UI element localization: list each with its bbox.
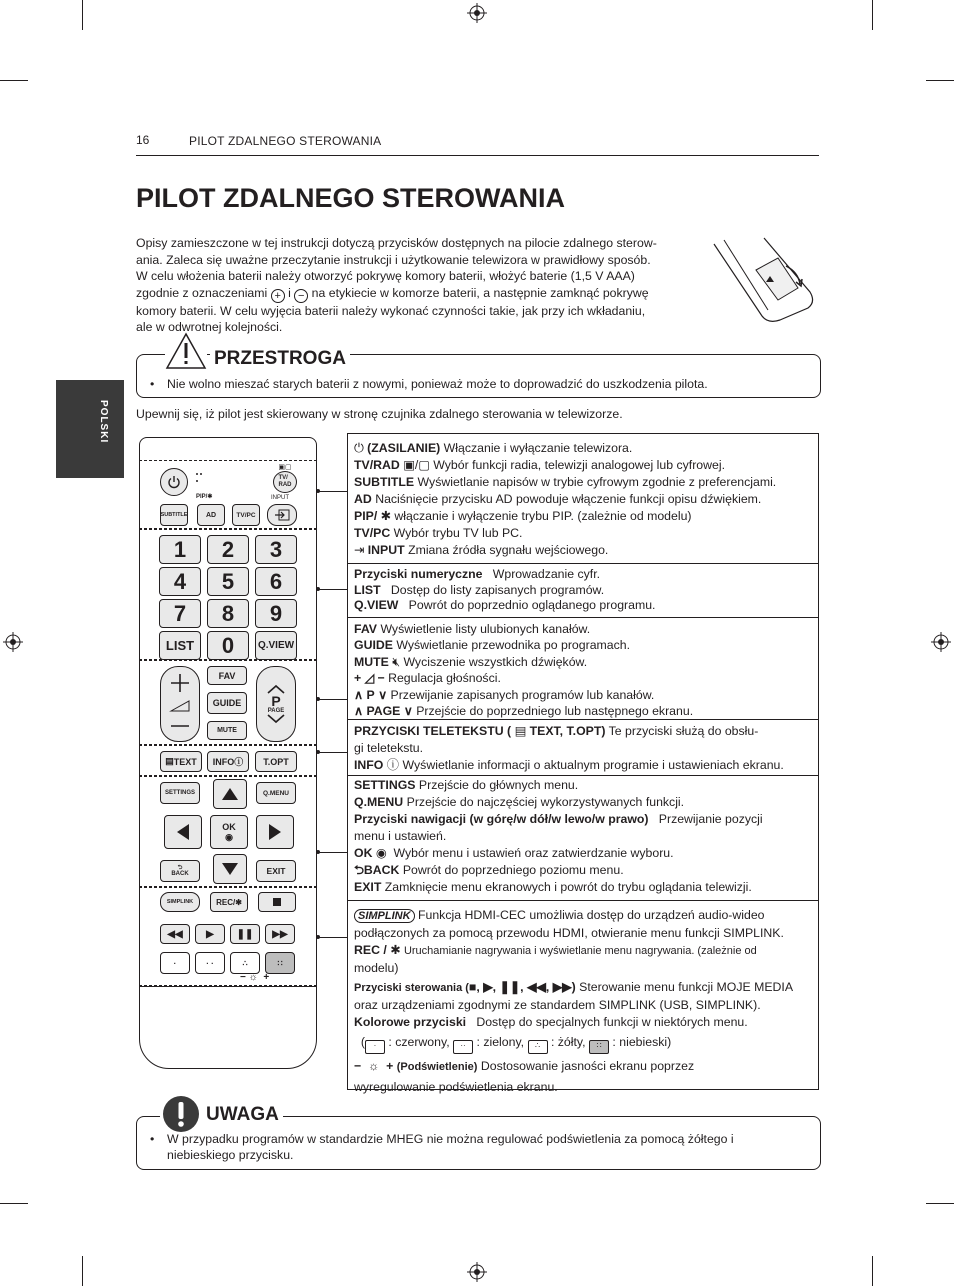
guide-button[interactable]: GUIDE [207, 692, 247, 714]
q-view-button[interactable]: Q.VIEW [255, 631, 297, 660]
pause-icon: ❚❚ [236, 928, 254, 940]
digit-4-button[interactable]: 4 [159, 567, 201, 596]
back-icon: ⮌ [354, 863, 364, 877]
function-text: SETTINGS Przejście do głównych menu. Q.MENU Przejście do najczęściej wykorzystywanych funkcji. Przyciski nawigacji (w górę/w dół/w lewo/w prawo) Przewijanie pozycji menu i ustawień. OK ◉ Wybór menu i ustawień oraz zatwierdzanie wyboru. ⮌BACK Powrót do poprzedniego poziomu menu. EXIT Zamknięcie menu ekranowych i powrót do trybu oglądania telewizji. [354, 778, 763, 894]
program-label: P [271, 693, 281, 709]
page-number: 16 [136, 133, 150, 147]
input-icon: ⇥ [354, 543, 365, 557]
ok-label: OK [222, 821, 236, 832]
intro-line: Opisy zamieszczone w tej instrukcji dotyczą przycisków dostępnych na pilocie zdalnego sterow- [136, 236, 657, 250]
subtitle-button[interactable]: SUBTITLE [160, 504, 188, 526]
chevron-down-icon: ∨ [403, 704, 413, 719]
function-text: Przyciski numeryczne Wprowadzanie cyfr. LIST Dostęp do listy zapisanych programów. Q.VIEW Powrót do poprzednio oglądanego programu. [354, 567, 656, 612]
function-text: SIMPLINK Funkcja HDMI-CEC umożliwia dostęp do urządzeń audio-wideo podłączonych za pomocą przewodu HDMI, otwieranie menu funkcji SIMPLINK. REC / ✱ Uruchamianie nagrywania i wyświetlanie menu nagrywania. (zależnie od modelu) Przyciski sterowania (■, ▶, ❚❚, ◀◀, ▶▶) Sterowanie menu funkcji MOJE MEDIA oraz urządzeniami zgodnymi ze standardem SIMPLINK (USB, SIMPLINK). Kolorowe przyciski Dostęp do specjalnych funkcji w niektórych menu. ( · : czerwony, ·· : zielony, ∴ : żółty, ∷ : niebieski) − ☼ + (Podświetlenie) Dostosowanie jasności ekranu poprzez wyregulowanie podświetlenia ekranu. [354, 908, 794, 1094]
t-opt-button[interactable]: T.OPT [255, 751, 297, 772]
ok-icon: ◉ [225, 831, 233, 842]
intro-line: ale w odwrotnej kolejności. [136, 320, 283, 335]
registration-mark-icon [931, 632, 951, 652]
table-row [348, 617, 818, 720]
media-controls-icon: ■, ▶, ❚❚, ◀◀, ▶▶) [468, 980, 576, 994]
blue-dots-icon: ∷ [277, 958, 283, 968]
red-dot-icon: · [365, 1040, 385, 1054]
green-dots-icon: · · [206, 958, 214, 968]
rec-button[interactable]: REC/✱ [210, 892, 248, 912]
yellow-dots-icon: ∴ [528, 1040, 548, 1054]
asterisk-icon: ✱ [390, 943, 401, 957]
chevron-up-icon: ∧ [354, 687, 364, 702]
plus-circle-icon: + [271, 289, 285, 303]
chevron-down-icon: ∨ [378, 687, 388, 702]
running-header: PILOT ZDALNEGO STEROWANIA [189, 134, 382, 148]
pip-label: PIP/✱ [196, 494, 213, 500]
language-tab-label: POLSKI [98, 400, 109, 444]
table-row [348, 719, 818, 776]
note-line: niebieskiego przycisku. [167, 1148, 294, 1162]
red-dot-icon: · [173, 958, 177, 968]
info-icon: ⓘ [386, 758, 400, 772]
caution-text: • Nie wolno mieszać starych baterii z nowymi, ponieważ może to doprowadzić do uszkodzenia pilota. [167, 376, 807, 392]
note-title: UWAGA [202, 1104, 283, 1126]
back-icon: ⮌ [177, 865, 183, 871]
table-row [348, 434, 818, 563]
registration-mark-icon [3, 632, 23, 652]
digit-0-button[interactable]: 0 [207, 631, 249, 660]
digit-3-button[interactable]: 3 [255, 535, 297, 564]
digit-9-button[interactable]: 9 [255, 599, 297, 628]
table-row [348, 900, 818, 1094]
group-outline [139, 460, 317, 530]
function-table [347, 433, 819, 1094]
mute-icon: 🔇︎ [392, 654, 401, 669]
backlight-icon: − ☼ + [354, 1059, 394, 1073]
simplink-logo: SIMPLINK [354, 909, 415, 923]
registration-mark-icon [467, 3, 487, 23]
fast-forward-icon: ▶▶ [272, 928, 288, 940]
function-text: FAV Wyświetlenie listy ulubionych kanałów. GUIDE Wyświetlanie przewodnika po programach. MUTE 🔇︎ Wyciszenie wszystkich dźwięków. + ◿ − Regulacja głośności. ∧ P ∨ Przewijanie zapisanych programów lub kanałów. ∧ PAGE ∨ Przejście do poprzedniego lub następnego ekranu. [354, 622, 694, 719]
exit-button[interactable]: EXIT [256, 860, 296, 882]
caution-title: PRZESTROGA [210, 348, 350, 370]
green-dots-icon: ·· [453, 1040, 473, 1054]
mute-button[interactable]: MUTE [207, 721, 247, 740]
simplink-button[interactable]: SIMPLINK [160, 892, 200, 912]
asterisk-icon: ✱ [380, 509, 391, 523]
tv-rad-button[interactable]: TV/ RAD [273, 471, 297, 493]
page-title: PILOT ZDALNEGO STEROWANIA [136, 183, 565, 213]
volume-icon: + ◿ − [354, 671, 385, 686]
digit-8-button[interactable]: 8 [207, 599, 249, 628]
blue-dots-icon: ∷ [589, 1040, 609, 1054]
group-outline [139, 659, 317, 746]
table-row [348, 775, 818, 901]
intro-text: zgodnie z oznaczeniami [136, 285, 268, 300]
rewind-icon: ◀◀ [167, 928, 183, 940]
function-text: ⏻ (ZASILANIE) Włączanie i wyłączanie telewizora. TV/RAD ▣/▢ Wybór funkcji radia, telewizji analogowej lub cyfrowej. SUBTITLE Wyświetlanie napisów w trybie cyfrowym zgodnie z preferencjami. AD Naciśnięcie przycisku AD powoduje włączenie funkcji opisu dźwiękiem. PIP/ ✱ włączanie i wyłączenie trybu PIP. (zależnie od modelu) TV/PC Wybór trybu TV lub PC. ⇥ INPUT Zmiana źródła sygnału wejściowego. [354, 441, 777, 557]
intro-text: na etykiecie w komorze baterii, a następnie zamknąć pokrywę [311, 285, 649, 300]
ok-icon: ◉ [375, 846, 387, 860]
battery-cover-illustration [712, 236, 817, 326]
yellow-dots-icon: ∴ [242, 958, 248, 968]
note-line: • W przypadku programów w standardzie MHEG nie można regulować podświetlenia za pomocą żółtego i [167, 1132, 734, 1146]
note-exclamation-icon [160, 1094, 202, 1134]
digit-2-button[interactable]: 2 [207, 535, 249, 564]
group-outline [139, 744, 317, 777]
q-menu-button[interactable]: Q.MENU [256, 782, 296, 804]
digit-6-button[interactable]: 6 [255, 567, 297, 596]
intro-line: komory baterii. W celu wyjęcia baterii należy wykonać czynności takie, jak przy ich wkładaniu, [136, 303, 646, 318]
settings-button[interactable]: SETTINGS [160, 782, 200, 804]
text-icon: ▤ [165, 756, 174, 766]
registration-mark-icon [467, 1262, 487, 1282]
tv-rad-icon: ▣/▢ [403, 458, 430, 472]
text-icon: ▤ [514, 724, 527, 738]
minus-circle-icon: − [294, 289, 308, 303]
header-rule [136, 155, 819, 156]
backlight-icon: − ☼ + [240, 972, 270, 983]
info-icon: ⓘ [234, 757, 244, 767]
intro-line: W celu włożenia baterii należy otworzyć pokrywę komory baterii, włożyć baterie (1,5 V AAA) [136, 269, 635, 284]
power-icon: ⏻ [354, 441, 364, 455]
digit-7-button[interactable]: 7 [159, 599, 201, 628]
back-label: BACK [171, 871, 189, 877]
play-icon: ▶ [206, 928, 214, 940]
tv-pc-button[interactable]: TV/PC [232, 504, 260, 526]
input-label: INPUT [271, 495, 289, 501]
intro-text: i [288, 285, 291, 300]
ad-button[interactable]: AD [197, 504, 225, 526]
language-tab [56, 380, 124, 478]
digit-5-button[interactable]: 5 [207, 567, 249, 596]
list-button[interactable]: LIST [159, 631, 201, 660]
aim-note: Upewnij się, iż pilot jest skierowany w stronę czujnika zdalnego sterowania w telewizorze. [136, 407, 623, 421]
intro-paragraph [136, 235, 701, 336]
intro-line [136, 285, 701, 303]
page-label: PAGE [267, 708, 285, 714]
caution-triangle-icon [165, 332, 207, 370]
group-outline [139, 528, 317, 661]
group-outline [139, 775, 317, 888]
group-outline [139, 886, 317, 986]
chevron-up-icon: ∧ [354, 704, 364, 719]
digit-1-button[interactable]: 1 [159, 535, 201, 564]
fav-button[interactable]: FAV [207, 666, 247, 685]
text-label: TEXT [173, 756, 197, 767]
function-text: PRZYCISKI TELETEKSTU ( ▤ TEXT, T.OPT) Te przyciski służą do obsłu- gi teletekstu. INFO ⓘ Wyświetlanie informacji o aktualnym programie i ustawieniach ekranu. [354, 724, 784, 772]
info-label: INFO [212, 756, 235, 767]
table-row [348, 563, 818, 618]
note-text [167, 1131, 807, 1163]
intro-line: ania. Zaleca się uważne przeczytanie instrukcji i użytkowanie telewizora w prawidłowy sposób. [136, 252, 651, 267]
tv-rad-icon: ▣▢ [278, 464, 292, 471]
